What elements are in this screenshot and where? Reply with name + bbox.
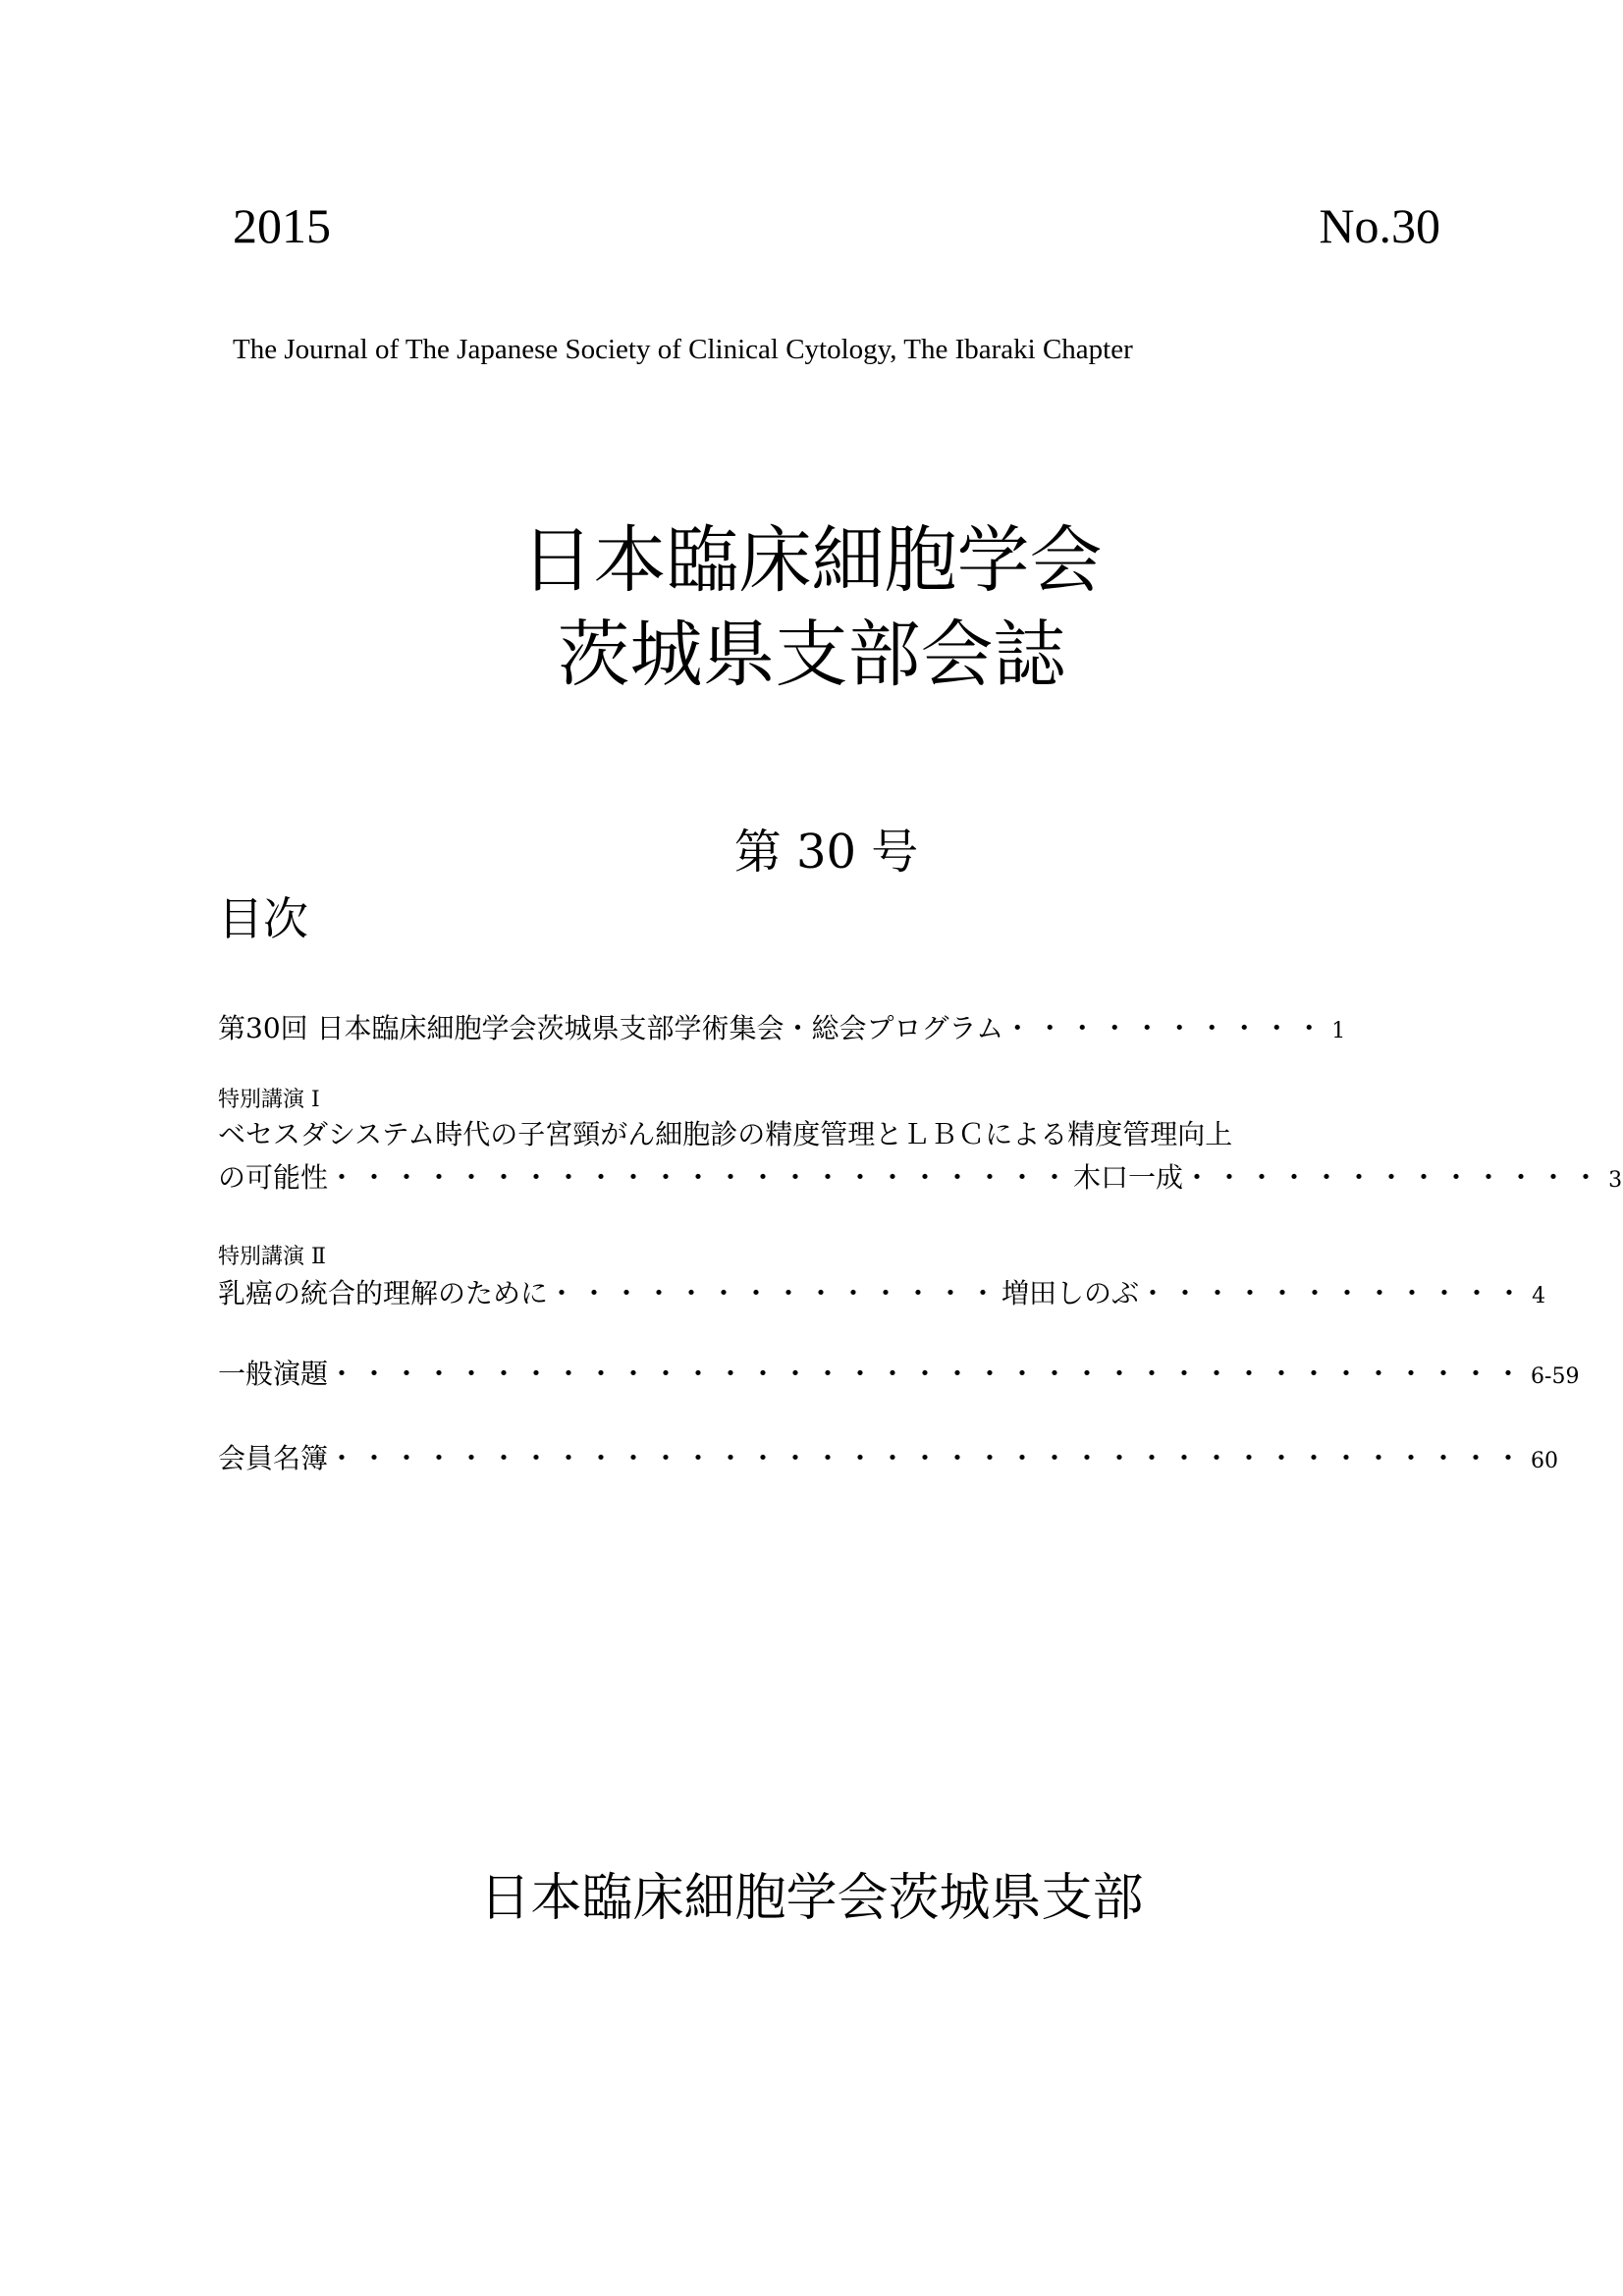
toc-section-label-special-lecture-2: 特別講演 Ⅱ xyxy=(218,1245,326,1269)
main-title-line-1: 日本臨床細胞学会 xyxy=(520,518,1103,603)
toc-page-number: 1 xyxy=(1331,1019,1346,1043)
publisher-organization: 日本臨床細胞学会茨城県支部 xyxy=(479,1869,1144,1928)
toc-leader-dots: ・・・・・・・・・・・・・・・・・・・・・・・ xyxy=(328,1161,1074,1194)
toc-entry-text: 乳癌の統合的理解のために xyxy=(218,1277,549,1309)
toc-entry-member-list xyxy=(218,1439,1558,1481)
toc-author: 木口一成 xyxy=(1073,1161,1184,1194)
toc-page-number: 4 xyxy=(1532,1284,1546,1308)
toc-page-number: 3 xyxy=(1608,1168,1623,1193)
toc-entry-text: 会員名簿 xyxy=(218,1442,329,1474)
toc-entry-lecture-1-line-2 xyxy=(218,1158,1622,1201)
issue-number: No.30 xyxy=(1319,198,1440,253)
issue-label: 第 30 号 xyxy=(733,825,919,880)
toc-page-number: 60 xyxy=(1531,1449,1559,1473)
toc-entry-lecture-2 xyxy=(218,1274,1545,1316)
toc-entry-text: 一般演題 xyxy=(218,1358,329,1390)
year: 2015 xyxy=(233,198,331,253)
toc-author: 増田しのぶ xyxy=(1001,1277,1140,1309)
toc-leader-dots: ・・・・・・・・・・・・・・・・・・・・・・・・・・・・・・・・・・・・・ xyxy=(328,1358,1528,1390)
toc-leader-dots: ・・・・・・・・・・・・ xyxy=(1139,1277,1529,1309)
toc-leader-dots: ・・・・・・・・・・・・・・ xyxy=(548,1277,1002,1309)
toc-leader-dots: ・・・・・・・・・・ xyxy=(1003,1012,1328,1044)
toc-entry-lecture-1-line-1 xyxy=(218,1115,1232,1154)
toc-section-label-special-lecture-1: 特別講演 Ⅰ xyxy=(218,1088,320,1112)
main-title-line-2: 茨城県支部会誌 xyxy=(557,613,1066,697)
toc-leader-dots: ・・・・・・・・・・・・・ xyxy=(1183,1161,1605,1194)
toc-entry-program xyxy=(218,1009,1345,1051)
toc-entry-text: ベセスダシステム時代の子宮頸がん細胞診の精度管理とＬＢＣによる精度管理向上 xyxy=(218,1118,1233,1150)
toc-entry-text: 第30回 日本臨床細胞学会茨城県支部学術集会・総会プログラム xyxy=(218,1012,1004,1044)
journal-title-english: The Journal of The Japanese Society of Clinical Cytology, The Ibaraki Chapter xyxy=(233,334,1133,365)
toc-entry-text: の可能性 xyxy=(218,1161,329,1194)
toc-entry-general-presentations xyxy=(218,1355,1579,1397)
toc-page-number: 6-59 xyxy=(1531,1364,1580,1389)
toc-leader-dots: ・・・・・・・・・・・・・・・・・・・・・・・・・・・・・・・・・・・・・ xyxy=(328,1442,1528,1474)
toc-heading: 目次 xyxy=(218,892,308,945)
